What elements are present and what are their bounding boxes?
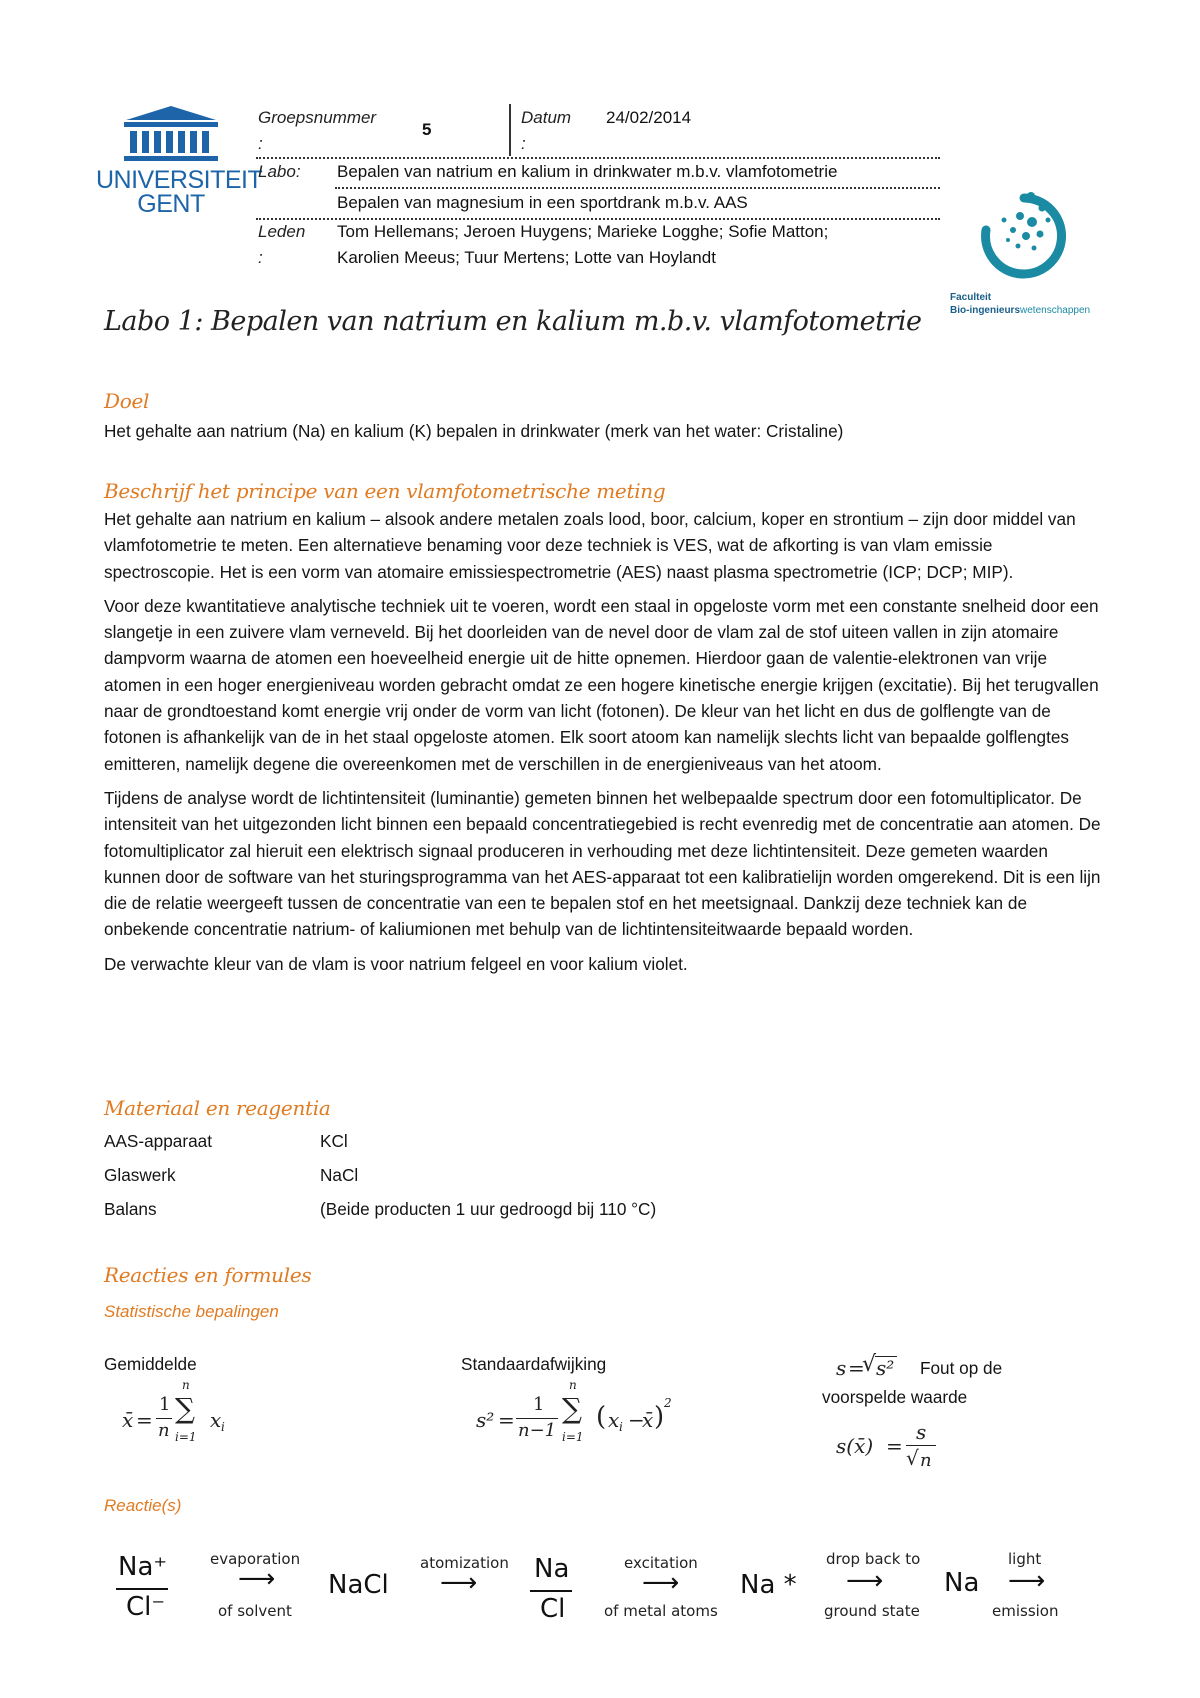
scheme-light-top: light	[1008, 1550, 1042, 1568]
scheme-evap-top: evaporation	[210, 1550, 301, 1568]
sx-den-sqrt: √	[906, 1446, 919, 1470]
reaction-scheme	[110, 1548, 1070, 1628]
faculty-logo-line2b: wetenschappen	[1020, 305, 1091, 316]
scheme-arrow-5: ⟶	[1008, 1566, 1046, 1596]
mean-formula	[120, 1378, 240, 1450]
mean-one: 1	[159, 1394, 171, 1415]
mean-fraction-bar	[156, 1418, 172, 1419]
fout-line2: voorspelde waarde	[822, 1387, 968, 1407]
scheme-na-final: Na	[944, 1568, 980, 1598]
leden-label-colon: :	[258, 248, 263, 267]
group-label-colon: :	[258, 134, 263, 153]
scheme-na-star: Na *	[740, 1570, 797, 1600]
materiaal-row-3-right: (Beide producten 1 uur gedroogd bij 110 °C)	[320, 1199, 657, 1219]
std-xbar: x̄	[642, 1408, 654, 1432]
scheme-atom-top: atomization	[420, 1554, 509, 1572]
scheme-exc-bot: of metal atoms	[604, 1602, 718, 1620]
leden-line2: Karolien Meeus; Tuur Mertens; Lotte van Hoylandt	[337, 248, 716, 267]
scheme-na-plus: Na⁺	[118, 1552, 168, 1582]
ugent-building-icon	[96, 104, 246, 166]
ugent-logo-line1: UNIVERSITEIT	[96, 166, 263, 194]
faculty-logo	[948, 190, 1118, 320]
scheme-light-bot: emission	[992, 1602, 1059, 1620]
stat-subheading: Statistische bepalingen	[104, 1302, 279, 1321]
principe-paragraph-4: De verwachte kleur van de vlam is voor natrium felgeel en voor kalium violet.	[104, 953, 688, 974]
std-label: Standaardafwijking	[461, 1354, 607, 1374]
header-divider-2	[335, 187, 940, 189]
ugent-logo	[96, 104, 263, 218]
doel-heading: Doel	[104, 389, 150, 413]
labo-line2: Bepalen van magnesium in een sportdrank m.b.v. AAS	[337, 193, 748, 212]
ugent-logo-line2: GENT	[137, 190, 205, 218]
principe-paragraph-1: Het gehalte aan natrium en kalium – alsook andere metalen zoals lood, boor, calcium, koper en strontium – zijn door middel van vlamfotometrie te meten. Een alternatieve benaming voor deze techniek is VES, wat de afkorting is van vlam emissie spectroscopie. Het is een vorm van atomaire emissiespectrometrie (AES) naast plasma spectrometrie (ICP; DCP; MIP).	[104, 509, 1076, 582]
principe-paragraph-2: Voor deze kwantitatieve analytische techniek uit te voeren, wordt een staal in opgeloste vorm met een constante snelheid door een slangetje in een zuivere vlam verneveld. Bij het doorleiden van de nevel door de vlam zal de stof uiteen vallen in zijn atomaire dampvorm waarna de atomen een hoeveelheid energie uit de hitte opnemen. Hierdoor gaan de valentie-elektronen van vrije atomen in een hoger energieniveau worden gebracht omdat ze een hogere kinetische energie krijgen (excitatie). Bij het terugvallen naar de grondtoestand komt energie vrij onder de vorm van licht (fotonen). De kleur van het licht en dus de golflengte van de fotonen is afhankelijk van de in het staal opgeloste atomen. Elk soort atoom kan namelijk slechts licht van bepaalde golflengtes emitteren, namelijk degene die overeenkomen met de verschillen in de energieniveaus van het atoom.	[104, 595, 1099, 774]
scheme-cl-minus: Cl⁻	[126, 1592, 166, 1622]
gemiddelde-label: Gemiddelde	[104, 1354, 197, 1374]
principe-heading: Beschrijf het principe van een vlamfotometrische meting	[104, 479, 666, 503]
faculty-logo-line1: Faculteit	[950, 292, 992, 303]
std-x: x	[608, 1408, 620, 1432]
scheme-fraction-1	[116, 1588, 168, 1590]
leden-label: Leden	[258, 222, 306, 241]
sx-formula	[836, 1420, 946, 1480]
materiaal-row-1-left: AAS-apparaat	[104, 1131, 212, 1151]
scheme-fraction-2	[530, 1590, 572, 1592]
labo-line1: Bepalen van natrium en kalium in drinkwater m.b.v. vlamfotometrie	[337, 162, 838, 181]
fout-line1: Fout op de	[920, 1358, 1003, 1378]
date-label: Datum	[521, 108, 572, 127]
scheme-exc-top: excitation	[624, 1554, 698, 1572]
reactie-subheading: Reactie(s)	[104, 1496, 182, 1515]
std-rparen: )	[654, 1402, 665, 1432]
reacties-heading: Reacties en formules	[104, 1263, 312, 1287]
mean-sum-bottom: i=1	[175, 1430, 197, 1444]
std-lparen: (	[596, 1402, 607, 1432]
scheme-arrow-3: ⟶	[642, 1568, 680, 1598]
std-sum-top: n	[569, 1378, 577, 1392]
mean-x: x	[210, 1408, 222, 1432]
principe-body	[104, 506, 1104, 985]
leden-line1: Tom Hellemans; Jeroen Huygens; Marieke Logghe; Sofie Matton;	[337, 222, 829, 241]
header-vertical-divider	[509, 104, 511, 156]
std-sum: ∑	[562, 1392, 582, 1425]
doel-text: Het gehalte aan natrium (Na) en kalium (K) bepalen in drinkwater (merk van het water: Cristaline)	[104, 421, 844, 441]
materiaal-row-2-left: Glaswerk	[104, 1165, 176, 1185]
principe-paragraph-3: Tijdens de analyse wordt de lichtintensiteit (luminantie) gemeten binnen het welbepaalde spectrum door een fotomultiplicator. De intensiteit van het uitgezonden licht binnen een bepaald concentratiegebied is recht evenredig met de concentratie aan atomen. De fotomultiplicator zal hieruit een elektrisch signaal produceren in verhouding met deze lichtintensiteit. Deze gemeten waarden kunnen door de software van het sturingsprogramma van het AES-apparaat tot een kalibratielijn worden omgerekend. Dit is een lijn die de relatie weergeeft tussen de concentratie van een te bepalen stof en het meetsignaal. Dankzij deze techniek kan de onbekende concentratie natrium- of kaliumionen met behulp van de lichtintensiteitwaarde bepaald worden.	[104, 787, 1101, 940]
materiaal-row-2-right: NaCl	[320, 1165, 359, 1185]
materiaal-row-3-left: Balans	[104, 1199, 157, 1219]
mean-eq: =	[136, 1408, 153, 1432]
sqrt-eq: =	[848, 1356, 865, 1380]
faculty-logo-line2a: Bio-ingenieurs	[950, 305, 1021, 316]
scheme-na: Na	[534, 1554, 570, 1584]
materiaal-row-1-right: KCl	[320, 1131, 348, 1151]
mean-x-sub: i	[221, 1420, 225, 1434]
scheme-arrow-1: ⟶	[238, 1564, 276, 1594]
header-divider-3	[256, 218, 940, 220]
std-square: 2	[664, 1396, 672, 1410]
mean-sum-top: n	[182, 1378, 190, 1392]
sx-num: s	[916, 1420, 927, 1444]
std-one: 1	[533, 1394, 545, 1415]
faculty-circle-icon	[968, 190, 1078, 290]
sqrt-s: s	[836, 1356, 847, 1380]
sqrt-s2: s²	[876, 1356, 895, 1380]
scheme-evap-bot: of solvent	[218, 1602, 292, 1620]
mean-n: n	[158, 1420, 170, 1441]
date-value: 24/02/2014	[606, 108, 692, 127]
mean-sum: ∑	[175, 1392, 195, 1425]
sx-den-n: n	[920, 1450, 932, 1471]
scheme-drop-bot: ground state	[824, 1602, 920, 1620]
scheme-arrow-4: ⟶	[846, 1566, 884, 1596]
std-nm1: n−1	[518, 1420, 557, 1441]
header-divider-1	[256, 157, 940, 159]
group-label: Groepsnummer	[258, 108, 377, 127]
std-formula	[476, 1378, 676, 1450]
labo-label: Labo:	[258, 162, 301, 181]
faculty-logo-line2	[950, 305, 1090, 316]
mean-xbar: x̄	[122, 1408, 134, 1432]
group-value: 5	[422, 120, 432, 139]
scheme-arrow-2: ⟶	[440, 1568, 478, 1598]
scheme-nacl: NaCl	[328, 1570, 389, 1600]
sx-eq: =	[886, 1434, 903, 1458]
scheme-drop-top: drop back to	[826, 1550, 921, 1568]
std-sum-bottom: i=1	[562, 1430, 584, 1444]
materiaal-heading: Materiaal en reagentia	[104, 1096, 331, 1120]
std-x-sub: i	[619, 1420, 623, 1434]
std-eq: =	[498, 1408, 515, 1432]
s-sqrt-formula	[836, 1352, 926, 1384]
sqrt-sign: √	[862, 1352, 877, 1377]
page-title: Labo 1: Bepalen van natrium en kalium m.b.v. vlamfotometrie	[104, 306, 922, 337]
std-minus: −	[628, 1408, 645, 1432]
std-fraction-bar	[516, 1418, 558, 1419]
date-label-colon: :	[521, 134, 526, 153]
scheme-cl: Cl	[540, 1594, 566, 1624]
sx-lhs: s(x̄)	[836, 1434, 874, 1458]
std-s2: s²	[476, 1408, 495, 1432]
